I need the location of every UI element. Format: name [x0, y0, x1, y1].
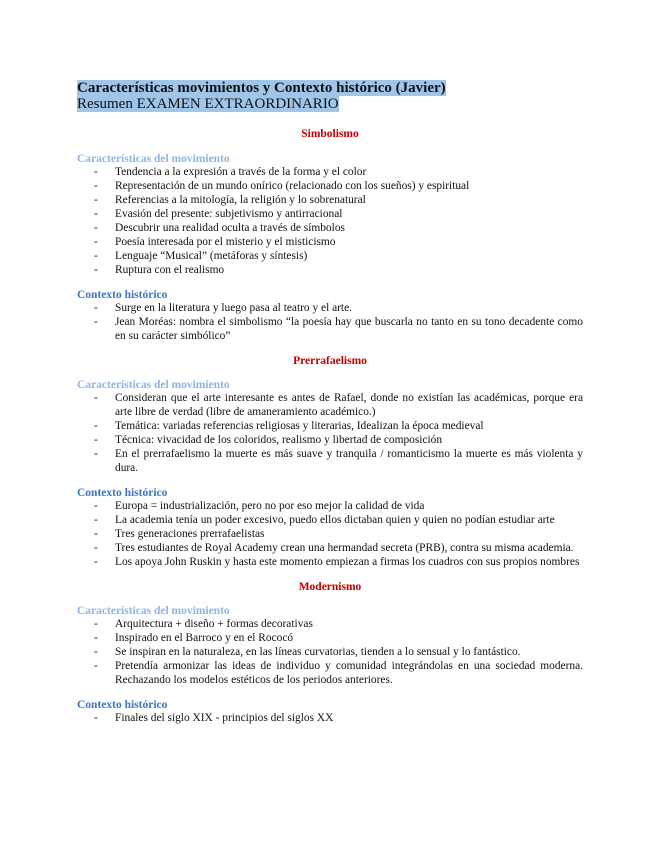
context-heading: Contexto histórico [77, 699, 168, 711]
section-simbolismo [77, 128, 583, 343]
characteristics-heading: Características del movimiento [77, 605, 230, 617]
document-title [77, 80, 583, 112]
characteristics-heading: Características del movimiento [77, 379, 230, 391]
list-item: - Poesía interesada por el misterio y el misticismo [94, 236, 336, 248]
list-item: - Tendencia a la expresión a través de la forma y el color [94, 166, 367, 178]
list-item: - Pretendía armonizar las ideas de individuo y comunidad integrándolas en una sociedad moderna. Rechazando los modelos estéticos de los periodos anteriores. [94, 660, 583, 686]
section-title: Simbolismo [301, 128, 359, 140]
list-item: - Finales del siglo XIX - principios del siglos XX [94, 712, 334, 724]
list-item: - Tres estudiantes de Royal Academy crean una hermandad secreta (PRB), contra su misma academia. [94, 542, 574, 554]
context-heading: Contexto histórico [77, 289, 168, 301]
list-item: - Surge en la literatura y luego pasa al teatro y el arte. [94, 302, 352, 314]
section-modernismo [77, 581, 583, 725]
title-line-1: Características movimientos y Contexto histórico (Javier) [77, 80, 446, 96]
list-item: - La academia tenía un poder excesivo, puedo ellos dictaban quien y quien no podían estudiar arte [94, 514, 555, 526]
document-page [77, 80, 583, 725]
list-item: - Descubrir una realidad oculta a través de símbolos [94, 222, 345, 234]
context-list [77, 711, 583, 725]
list-item: - Referencias a la mitología, la religión y lo sobrenatural [94, 194, 366, 206]
list-item: - Tres generaciones prerrafaelistas [94, 528, 265, 540]
list-item: - Los apoya John Ruskin y hasta este momento empiezan a firmas los cuadros con sus propios nombres [94, 556, 580, 568]
list-item: - Técnica: vivacidad de los coloridos, realismo y libertad de composición [94, 434, 443, 446]
list-item: - Ruptura con el realismo [94, 264, 225, 276]
list-item: - Arquitectura + diseño + formas decorativas [94, 618, 313, 630]
list-item: - Temática: variadas referencias religiosas y literarias, Idealizan la época medieval [94, 420, 484, 432]
section-prerrafaelismo [77, 355, 583, 569]
list-item: - Jean Moréas: nombra el simbolismo “la poesía hay que buscarla no tanto en su tono decadente como en su carácter simbólico” [94, 316, 583, 342]
context-list [77, 301, 583, 343]
characteristics-list [77, 165, 583, 277]
list-item: - Inspirado en el Barroco y en el Rococó [94, 632, 294, 644]
characteristics-heading: Características del movimiento [77, 153, 230, 165]
characteristics-list [77, 617, 583, 687]
list-item: - Lenguaje “Musical” (metáforas y síntesis) [94, 250, 308, 262]
list-item: - Europa = industrialización, pero no por eso mejor la calidad de vida [94, 500, 425, 512]
list-item: - En el prerrafaelismo la muerte es más suave y tranquila / romanticismo la muerte es más violenta y dura. [94, 448, 583, 474]
list-item: - Representación de un mundo onírico (relacionado con los sueños) y espiritual [94, 180, 470, 192]
list-item: - Se inspiran en la naturaleza, en las líneas curvatorias, tienden a lo sensual y lo fantástico. [94, 646, 521, 658]
context-list [77, 499, 583, 569]
section-title: Prerrafaelismo [293, 355, 367, 367]
characteristics-list [77, 391, 583, 475]
title-line-2: Resumen EXAMEN EXTRAORDINARIO [77, 96, 339, 112]
list-item: - Evasión del presente: subjetivismo y antirracional [94, 208, 343, 220]
list-item: - Consideran que el arte interesante es antes de Rafael, donde no existían las académicas, porque era arte libre de verdad (libre de amaneramiento académico.) [94, 392, 583, 418]
context-heading: Contexto histórico [77, 487, 168, 499]
section-title: Modernismo [298, 581, 362, 593]
